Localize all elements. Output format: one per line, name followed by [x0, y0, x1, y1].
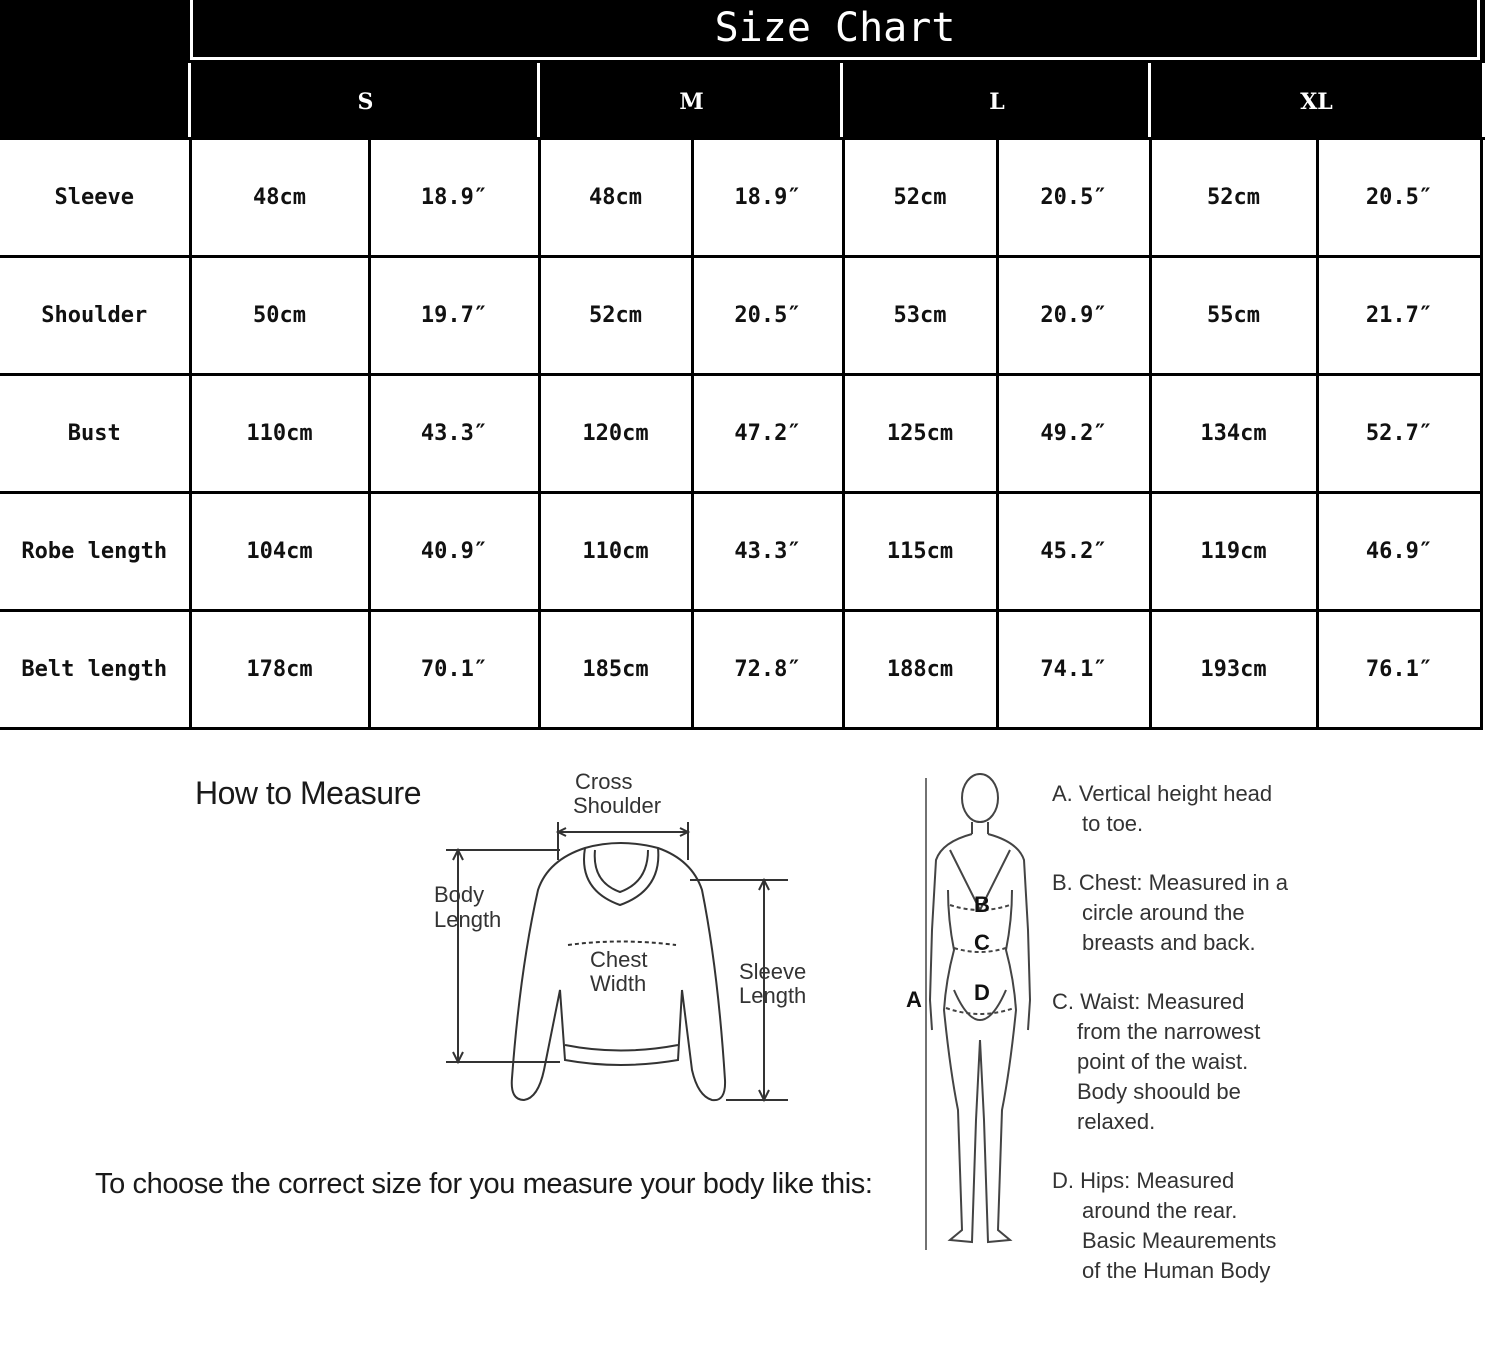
how-to-measure-heading: How to Measure	[195, 775, 421, 811]
table-cell: 18.9″	[692, 139, 843, 257]
row-label: Belt length	[0, 611, 190, 729]
table-cell: 52cm	[1150, 139, 1317, 257]
row-label: Shoulder	[0, 257, 190, 375]
cross-shoulder-label-2: Shoulder	[573, 793, 662, 818]
table-cell: 52cm	[843, 139, 997, 257]
table-cell: 52cm	[539, 257, 692, 375]
legend-c-line-3: point of the waist.	[1077, 1049, 1249, 1074]
table-cell: 53cm	[843, 257, 997, 375]
measurement-legend	[1052, 779, 1352, 1286]
table-cell: 46.9″	[1317, 493, 1481, 611]
body-letter-a: A	[906, 987, 922, 1012]
table-cell: 20.9″	[997, 257, 1150, 375]
cross-shoulder-label-1: Cross	[575, 769, 633, 794]
legend-c-line-4: Body shoould be	[1077, 1079, 1241, 1104]
row-label: Robe length	[0, 493, 190, 611]
table-cell: 43.3″	[692, 493, 843, 611]
table-cell: 50cm	[190, 257, 369, 375]
row-label: Bust	[0, 375, 190, 493]
table-cell: 70.1″	[369, 611, 539, 729]
table-cell: 48cm	[539, 139, 692, 257]
legend-b-line-2: circle around the	[1082, 900, 1245, 925]
table-cell: 110cm	[190, 375, 369, 493]
legend-c-line-1: C. Waist: Measured	[1052, 989, 1245, 1014]
table-cell: 21.7″	[1317, 257, 1481, 375]
size-header-l: L	[840, 63, 1151, 137]
table-row-sleeve	[0, 139, 1481, 257]
table-row-bust	[0, 375, 1481, 493]
legend-c-line-2: from the narrowest	[1077, 1019, 1261, 1044]
legend-b-line-3: breasts and back.	[1082, 930, 1256, 955]
body-letter-b: B	[974, 892, 990, 917]
table-cell: 115cm	[843, 493, 997, 611]
size-header-row	[0, 63, 1485, 140]
table-cell: 43.3″	[369, 375, 539, 493]
human-body-figure	[920, 770, 1040, 1260]
table-cell: 185cm	[539, 611, 692, 729]
table-cell: 104cm	[190, 493, 369, 611]
sleeve-length-label-1: Sleeve	[739, 959, 807, 984]
legend-d-line-2: around the rear.	[1082, 1198, 1238, 1223]
legend-d-line-3: Basic Meaurements	[1082, 1228, 1277, 1253]
table-cell: 49.2″	[997, 375, 1150, 493]
table-cell: 178cm	[190, 611, 369, 729]
legend-d-line-4: of the Human Body	[1082, 1258, 1271, 1283]
legend-a-line-1: A. Vertical height head	[1052, 781, 1273, 806]
table-row-belt-length	[0, 611, 1481, 729]
title-bar	[0, 0, 1485, 63]
table-cell: 76.1″	[1317, 611, 1481, 729]
sleeve-length-label-2: Length	[739, 983, 807, 1008]
table-row-shoulder	[0, 257, 1481, 375]
body-letter-c: C	[974, 930, 990, 955]
table-cell: 125cm	[843, 375, 997, 493]
table-cell: 188cm	[843, 611, 997, 729]
row-label: Sleeve	[0, 139, 190, 257]
table-cell: 55cm	[1150, 257, 1317, 375]
table-cell: 134cm	[1150, 375, 1317, 493]
size-header-xl: XL	[1148, 63, 1485, 137]
table-cell: 20.5″	[1317, 139, 1481, 257]
body-letter-d: D	[974, 980, 990, 1005]
legend-a-line-2: to toe.	[1082, 811, 1144, 836]
chest-width-label-1: Chest	[590, 947, 648, 972]
legend-c-line-5: relaxed.	[1077, 1109, 1156, 1134]
table-cell: 74.1″	[997, 611, 1150, 729]
body-length-label-1: Body	[434, 882, 485, 907]
table-cell: 20.5″	[997, 139, 1150, 257]
table-cell: 18.9″	[369, 139, 539, 257]
table-row-robe-length	[0, 493, 1481, 611]
table-cell: 48cm	[190, 139, 369, 257]
table-cell: 52.7″	[1317, 375, 1481, 493]
size-header-s: S	[188, 63, 540, 137]
table-cell: 20.5″	[692, 257, 843, 375]
table-cell: 19.7″	[369, 257, 539, 375]
size-header-m: M	[537, 63, 843, 137]
table-cell: 119cm	[1150, 493, 1317, 611]
table-cell: 120cm	[539, 375, 692, 493]
size-table	[0, 137, 1483, 730]
table-cell: 40.9″	[369, 493, 539, 611]
how-to-measure-section	[0, 750, 1485, 1345]
measure-instruction: To choose the correct size for you measure your body like this:	[95, 1168, 873, 1200]
table-cell: 110cm	[539, 493, 692, 611]
size-chart-title: Size Chart	[190, 0, 1480, 60]
table-cell: 45.2″	[997, 493, 1150, 611]
table-cell: 193cm	[1150, 611, 1317, 729]
legend-b-line-1: B. Chest: Measured in a	[1052, 870, 1289, 895]
body-length-label-2: Length	[434, 907, 502, 932]
chest-width-label-2: Width	[590, 971, 647, 996]
table-cell: 72.8″	[692, 611, 843, 729]
table-cell: 47.2″	[692, 375, 843, 493]
legend-d-line-1: D. Hips: Measured	[1052, 1168, 1235, 1193]
